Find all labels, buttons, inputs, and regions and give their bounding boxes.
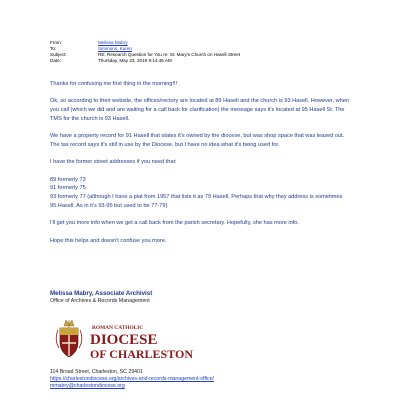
signature bbox=[50, 290, 350, 305]
email-body bbox=[50, 80, 350, 245]
diocese-logo bbox=[50, 318, 210, 362]
subject-label: Subject: bbox=[50, 52, 67, 57]
to-value[interactable]: Simmons, Karen bbox=[98, 46, 132, 51]
email-link[interactable]: mmabry@charlestondiocese.org bbox=[50, 383, 125, 390]
address-line-3: 93 formerly 77 (although I have a plat from 1957 that lists it as 79 Hasell. Perhaps that why they address is sometimes 95 Hasell. As in it's 93-95 but used to be 77-79) bbox=[50, 194, 343, 209]
body-paragraph-2: Ok, so according to their website, the offices/rectory are located at 89 Hasell and the church is 93 Hasell. However, when you call (which we did and are waiting for a call back for clarification) the message says it's located at 95 Hasell St. The TMS for the church is 93 Hasell. bbox=[50, 98, 350, 122]
to-label: To: bbox=[50, 46, 57, 51]
from-value[interactable]: Melissa Mabry bbox=[98, 40, 128, 45]
address-line-2: 91 formerly 75 bbox=[50, 185, 86, 192]
email-header bbox=[50, 40, 350, 64]
subject-value: RE: Research Question for You re: St. Mary's Church on Hasell Street bbox=[98, 52, 241, 57]
logo-line-2: DIOCESE bbox=[90, 332, 158, 348]
body-paragraph-5: I'll get you more info when we get a call back from the parish secretary. Hopefully, she has more info. bbox=[50, 220, 299, 227]
signature-address bbox=[50, 369, 350, 391]
body-paragraph-6: Hope this helps and doesn't confuse you more. bbox=[50, 237, 167, 244]
from-label: From: bbox=[50, 40, 62, 45]
date-value: Thursday, May 23, 2019 9:14:46 AM bbox=[98, 58, 172, 63]
date-row bbox=[50, 58, 350, 64]
logo-line-3: OF CHARLESTON bbox=[90, 347, 194, 361]
date-label: Date: bbox=[50, 58, 61, 63]
signature-office: Office of Archives & Records Management bbox=[50, 298, 150, 304]
signature-name: Melissa Mabry, Associate Archivist bbox=[50, 290, 153, 297]
body-paragraph-4: I have the former street addresses if you need that: bbox=[50, 159, 177, 166]
body-paragraph-3: We have a property record for 91 Hasell that states it's owned by the diocese, but was shop space that was leased out. The tax record says it's still in use by the Diocese, but I have no idea what it's being used for. bbox=[50, 133, 345, 148]
body-paragraph-1: Thanks for confusing me first thing in the morning!!! bbox=[50, 81, 178, 87]
crest-icon bbox=[56, 320, 82, 357]
street-address: 114 Broad Street, Charleston, SC 29401 bbox=[50, 369, 143, 375]
website-link[interactable]: https://charlestondiocese.org/archives-and-records-management-office/ bbox=[50, 376, 214, 383]
address-line-1: 89 formerly 73 bbox=[50, 176, 86, 183]
logo-line-1: ROMAN CATHOLIC bbox=[92, 325, 144, 331]
